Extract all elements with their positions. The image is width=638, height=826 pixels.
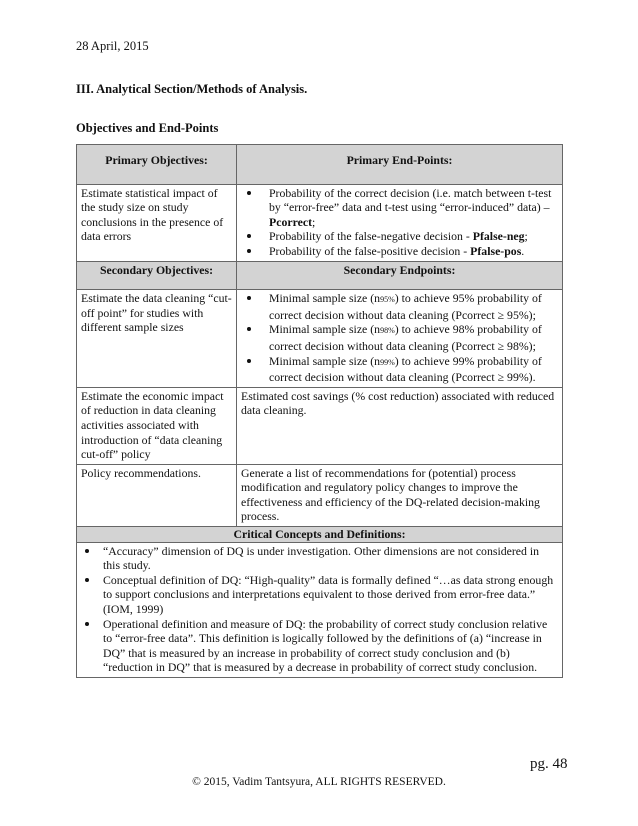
table-row [77,464,563,526]
table-row [77,542,563,677]
primary-endpoints-header: Primary End-Points: [237,145,563,185]
page-number: pg. 48 [530,756,568,772]
list-item: Minimal sample size (n98%) to achieve 98% probability of correct decision without data cleaning (Pcorrect ≥ 98%); [241,322,558,353]
list-item: Minimal sample size (n95%) to achieve 95% probability of correct decision without data cleaning (Pcorrect ≥ 95%); [241,291,558,322]
secondary-objectives-header: Secondary Objectives: [77,261,237,290]
secondary-objective-cell: Policy recommendations. [77,464,237,526]
page-date: 28 April, 2015 [76,39,149,53]
table-row [77,290,563,388]
list-item: Minimal sample size (n99%) to achieve 99% probability of correct decision without data cleaning (Pcorrect ≥ 99%). [241,354,558,385]
primary-endpoints-cell [237,184,563,261]
primary-objectives-header: Primary Objectives: [77,145,237,185]
primary-header-row [77,145,563,185]
primary-objective-cell: Estimate statistical impact of the study size on study conclusions in the presence of data errors [77,184,237,261]
concepts-header: Critical Concepts and Definitions: [77,527,563,543]
list-item: “Accuracy” dimension of DQ is under investigation. Other dimensions are not considered in this study. [81,544,558,573]
concepts-header-row [77,527,563,543]
list-item: Conceptual definition of DQ: “High-quality” data is formally defined “…as data strong enough to support conclusions and interpretations equivalent to those derived from error-free data.” (IOM, 1999) [81,573,558,617]
secondary-endpoint-cell: Generate a list of recommendations for (potential) process modification and regulatory policy changes to improve the effectiveness and efficiency of the DQ-related decision-making process. [237,464,563,526]
copyright-footer: © 2015, Vadim Tantsyura, ALL RIGHTS RESERVED. [192,776,446,788]
objectives-table [76,144,563,678]
list-item: Probability of the correct decision (i.e. match between t-test by “error-free” data and t-test using “error-induced” data) – Pcorrect; [241,186,558,230]
list-item: Probability of the false-positive decision - Pfalse-pos. [241,244,558,259]
secondary-endpoints-cell [237,290,563,388]
list-item: Operational definition and measure of DQ: the probability of correct study conclusion relative to “error-free data”. This definition is logically followed by the definitions of (a) “increase in DQ” that is measured by an increase in probability of correct study conclusion and (b) “reduction in DQ” that is measured by a decrease in probability of correct study conclusion. [81,617,558,675]
sub-heading: Objectives and End-Points [76,121,219,135]
secondary-endpoint-cell: Estimated cost savings (% cost reduction) associated with reduced data cleaning. [237,387,563,464]
table-row [77,387,563,464]
concepts-cell [77,542,563,677]
secondary-endpoints-header: Secondary Endpoints: [237,261,563,290]
list-item: Probability of the false-negative decision - Pfalse-neg; [241,229,558,244]
table-row [77,184,563,261]
secondary-objective-cell: Estimate the data cleaning “cut-off point” for studies with different sample sizes [77,290,237,388]
secondary-header-row [77,261,563,290]
secondary-objective-cell: Estimate the economic impact of reduction in data cleaning activities associated with introduction of “data cleaning cut-off” policy [77,387,237,464]
section-heading: III. Analytical Section/Methods of Analysis. [76,82,308,96]
